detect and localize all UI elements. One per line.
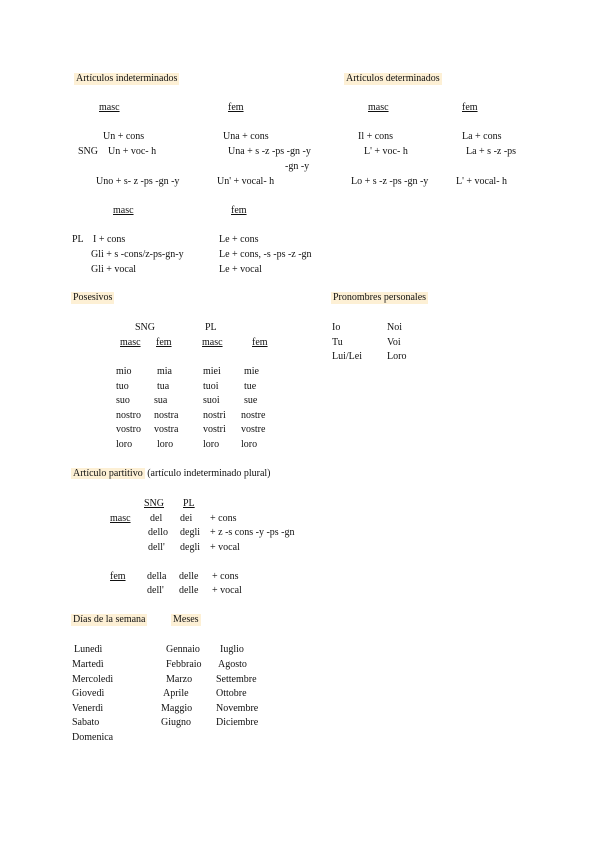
- def-masc-cell: Lo + s -z -ps -gn -y: [351, 176, 429, 187]
- def-pl-fem-header: fem: [231, 205, 247, 216]
- poss-cell: mio: [116, 366, 132, 377]
- month-item: Maggio: [161, 703, 193, 714]
- month-item: Gennaio: [166, 644, 200, 655]
- month-item: Febbraio: [166, 659, 202, 670]
- pronoun-cell: Tu: [332, 337, 343, 348]
- part-cell: + z -s cons -y -ps -gn: [210, 527, 295, 538]
- poss-cell: nostre: [241, 410, 266, 421]
- possessives-title: Posesivos: [73, 292, 113, 303]
- day-item: Lunedì: [74, 644, 103, 655]
- poss-cell: nostri: [203, 410, 226, 421]
- indef-fem-cell: Una + s -z -ps -gn -y: [228, 146, 311, 157]
- part-cell: degli: [180, 542, 200, 553]
- pronoun-cell: Noi: [387, 322, 402, 333]
- month-item: Novembre: [216, 703, 259, 714]
- poss-cell: vostre: [241, 424, 266, 435]
- poss-header: fem: [156, 337, 172, 348]
- indef-masc-cell: Un + cons: [103, 131, 145, 142]
- pronoun-cell: Loro: [387, 351, 407, 362]
- poss-cell: suoi: [203, 395, 220, 406]
- def-pl-fem-cell: Le + vocal: [219, 264, 262, 275]
- def-fem-cell: La + cons: [462, 131, 502, 142]
- def-pl-masc-cell: Gli + s -cons/z-ps-gn-y: [91, 249, 184, 260]
- def-pl-fem-cell: Le + cons, -s -ps -z -gn: [219, 249, 312, 260]
- poss-cell: sue: [244, 395, 258, 406]
- def-masc-cell: Il + cons: [358, 131, 394, 142]
- poss-cell: loro: [241, 439, 258, 450]
- day-item: Martedì: [72, 659, 104, 670]
- indefinite-articles-title: Artículos indeterminados: [76, 73, 178, 84]
- pronoun-cell: Lui/Lei: [332, 351, 362, 362]
- poss-header: masc: [120, 337, 141, 348]
- poss-cell: tue: [244, 381, 257, 392]
- def-fem-cell: La + s -z -ps: [466, 146, 517, 157]
- poss-cell: mia: [157, 366, 172, 377]
- day-item: Venerdì: [72, 703, 104, 714]
- poss-cell: loro: [116, 439, 133, 450]
- indef-fem-cell: Una + cons: [223, 131, 269, 142]
- part-cell: + vocal: [210, 542, 240, 553]
- part-cell: dello: [148, 527, 168, 538]
- indef-fem-cell: -gn -y: [285, 161, 310, 172]
- def-fem-header: fem: [462, 102, 478, 113]
- pronouns-title: Pronombres personales: [333, 292, 427, 303]
- part-cell: dei: [180, 513, 193, 524]
- partitive-title: Artículo partitivo: [73, 468, 143, 479]
- def-pl-masc-cell: Gli + vocal: [91, 264, 137, 275]
- part-pl-label: PL: [183, 498, 195, 509]
- pronoun-cell: Voi: [387, 337, 401, 348]
- partitive-heading: [71, 468, 271, 480]
- indef-masc-cell: Un + voc- h: [108, 146, 157, 157]
- def-fem-cell: L' + vocal- h: [456, 176, 508, 187]
- part-cell: dell': [147, 585, 164, 596]
- part-cell: delle: [179, 571, 199, 582]
- month-item: Giugno: [161, 717, 191, 728]
- part-cell: del: [150, 513, 163, 524]
- indef-fem-cell: Un' + vocal- h: [217, 176, 275, 187]
- months-title: Meses: [173, 614, 199, 625]
- poss-cell: miei: [203, 366, 221, 377]
- pl-label: PL: [72, 234, 84, 245]
- indef-masc-header: masc: [99, 102, 120, 113]
- poss-pl-label: PL: [205, 322, 217, 333]
- part-sng-label: SNG: [144, 498, 165, 509]
- month-item: Ottobre: [216, 688, 247, 699]
- day-item: Sabato: [72, 717, 100, 728]
- month-item: Diciembre: [216, 717, 259, 728]
- part-cell: + cons: [212, 571, 239, 582]
- poss-cell: nostra: [154, 410, 179, 421]
- partitive-subtitle: (artículo indeterminado plural): [147, 468, 271, 479]
- part-masc-label: masc: [110, 513, 131, 524]
- def-pl-masc-header: masc: [113, 205, 134, 216]
- poss-cell: tuo: [116, 381, 129, 392]
- sng-label: SNG: [78, 146, 99, 157]
- month-item: Iuglio: [220, 644, 244, 655]
- poss-cell: vostra: [154, 424, 179, 435]
- day-item: Giovedì: [72, 688, 105, 699]
- poss-cell: vostro: [116, 424, 141, 435]
- pronoun-cell: Io: [332, 322, 341, 333]
- def-masc-cell: L' + voc- h: [364, 146, 408, 157]
- poss-cell: vostri: [203, 424, 226, 435]
- part-cell: delle: [179, 585, 199, 596]
- indef-fem-header: fem: [228, 102, 244, 113]
- part-fem-label: fem: [110, 571, 126, 582]
- definite-articles-title: Artículos determinados: [346, 73, 440, 84]
- poss-cell: tuoi: [203, 381, 219, 392]
- month-item: Marzo: [166, 674, 193, 685]
- day-item: Mercoledì: [72, 674, 114, 685]
- poss-cell: loro: [157, 439, 174, 450]
- part-cell: degli: [180, 527, 200, 538]
- days-title: Días de la semana: [73, 614, 146, 625]
- part-cell: + cons: [210, 513, 237, 524]
- indef-masc-cell: Uno + s- z -ps -gn -y: [96, 176, 180, 187]
- poss-cell: sua: [154, 395, 168, 406]
- poss-cell: suo: [116, 395, 130, 406]
- poss-header: masc: [202, 337, 223, 348]
- poss-cell: tua: [157, 381, 170, 392]
- def-pl-masc-cell: I + cons: [93, 234, 126, 245]
- part-cell: della: [147, 571, 167, 582]
- poss-cell: loro: [203, 439, 220, 450]
- part-cell: dell': [148, 542, 165, 553]
- def-pl-fem-cell: Le + cons: [219, 234, 259, 245]
- month-item: Settembre: [216, 674, 257, 685]
- poss-cell: mie: [244, 366, 259, 377]
- day-item: Domenica: [72, 732, 114, 743]
- part-cell: + vocal: [212, 585, 242, 596]
- poss-cell: nostro: [116, 410, 141, 421]
- month-item: Aprile: [163, 688, 189, 699]
- month-item: Agosto: [218, 659, 247, 670]
- poss-header: fem: [252, 337, 268, 348]
- def-masc-header: masc: [368, 102, 389, 113]
- poss-sng-label: SNG: [135, 322, 156, 333]
